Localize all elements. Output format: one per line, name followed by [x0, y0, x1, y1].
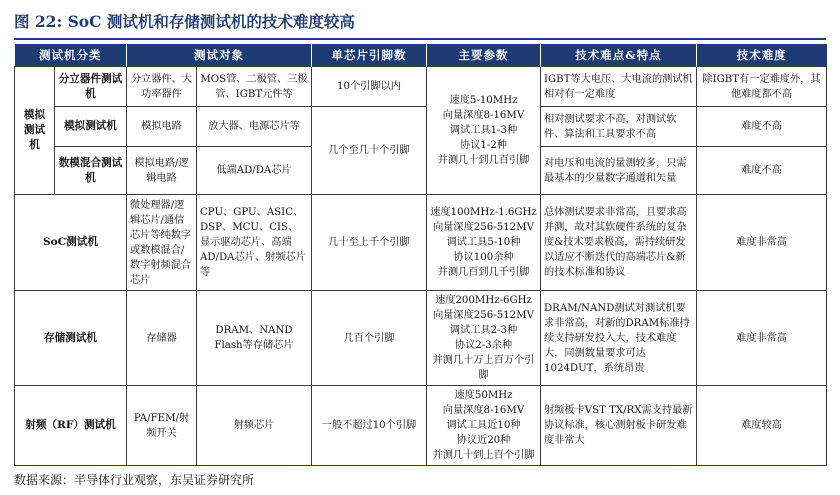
object-soc: 微处理器/逻辑芯片/通信芯片等纯数字或数模混合/数字射频混合芯片	[127, 195, 197, 291]
category-rf: 射频（RF）测试机	[15, 386, 127, 466]
pins-memory: 几百个引脚	[312, 291, 427, 386]
header-difficulty-points: 技术难点&特点	[541, 44, 697, 67]
table-row	[15, 67, 827, 107]
object-mixed: 模拟电路/逻辑电路	[127, 147, 197, 195]
pins-rf: 一般不超过10个引脚	[312, 386, 427, 466]
table-row	[15, 291, 827, 386]
level-memory: 难度非常高	[697, 291, 827, 386]
chip-mixed: 低端AD/DA芯片	[197, 147, 312, 195]
chip-analog: 放大器、电源芯片等	[197, 107, 312, 147]
chip-memory: DRAM、NAND Flash等存储芯片	[197, 291, 312, 386]
difficulty-points-discrete: IGBT等大电压、大电流的测试机相对有一定难度	[541, 67, 697, 107]
header-params: 主要参数	[427, 44, 541, 67]
category-soc: SoC测试机	[15, 195, 127, 291]
params-rf: 速度50MHz 向量深度8-16MV 调试工具近10种 协议近20种 并测几十到上百个引脚	[427, 386, 541, 466]
header-pins: 单芯片引脚数	[312, 44, 427, 67]
level-mixed: 难度不高	[697, 147, 827, 195]
difficulty-points-soc: 总体测试要求非常高，且要求高并测，故对其软硬件系统的复杂度&技术要求极高，需持续研发以适应不断迭代的高端芯片&新的技术标准和协议	[541, 195, 697, 291]
category-memory: 存储测试机	[15, 291, 127, 386]
chip-rf: 射频芯片	[197, 386, 312, 466]
top-rule	[14, 38, 826, 40]
difficulty-points-rf: 射频板卡VST TX/RX需支持最新协议标准，核心测射板卡研发难度非常大	[541, 386, 697, 466]
subcategory-analog: 模拟测试机	[55, 107, 127, 147]
table-row	[15, 107, 827, 147]
object-analog: 模拟电路	[127, 107, 197, 147]
params-soc: 速度100MHz-1.6GHz 向量深度256-512MV 调试工具5-10种 协议100余种 并测几百到几千引脚	[427, 195, 541, 291]
table-row	[15, 386, 827, 466]
object-discrete: 分立器件、大功率器件	[127, 67, 197, 107]
object-memory: 存储器	[127, 291, 197, 386]
category-analog: 模拟测试机	[15, 67, 55, 195]
params-memory: 速度200MHz-6GHz 向量深度256-512MV 调试工具2-3种 协议2-3余种 并测几十万上百万个引脚	[427, 291, 541, 386]
bottom-rule	[14, 465, 826, 466]
comparison-table	[14, 44, 827, 466]
difficulty-points-memory: DRAM/NAND测试对测试机要求非常高，对新的DRAM标准持续支持研发投入大，技术难度大，同测数量要求可达1024DUT，系统昂贵	[541, 291, 697, 386]
subcategory-discrete: 分立器件测试机	[55, 67, 127, 107]
table-row	[15, 195, 827, 291]
chip-discrete: MOS管、二极管、三极管、IGBT元件等	[197, 67, 312, 107]
pins-soc: 几十至上千个引脚	[312, 195, 427, 291]
header-category: 测试机分类	[15, 44, 127, 67]
header-difficulty-level: 技术难度	[697, 44, 827, 67]
header-row	[15, 44, 827, 67]
level-soc: 难度非常高	[697, 195, 827, 291]
pins-discrete: 10个引脚以内	[312, 67, 427, 107]
subcategory-mixed: 数模混合测试机	[55, 147, 127, 195]
params-analog: 速度5-10MHz 向量深度8-16MV 调试工具1-3种 协议1-2种 并测几十到几百引脚	[427, 67, 541, 195]
level-discrete: 除IGBT有一定难度外，其他难度都不高	[697, 67, 827, 107]
level-rf: 难度较高	[697, 386, 827, 466]
chip-soc: CPU、GPU、ASIC、DSP、MCU、CIS、显示驱动芯片、高端AD/DA芯片、射频芯片等	[197, 195, 312, 291]
difficulty-points-mixed: 对电压和电流的量测较多，只需最基本的少量数字通道和矢量	[541, 147, 697, 195]
object-rf: PA/FEM/射频开关	[127, 386, 197, 466]
difficulty-points-analog: 相对测试要求不高，对测试软件、算法和工具要求不高	[541, 107, 697, 147]
level-analog: 难度不高	[697, 107, 827, 147]
source-note: 数据来源：半导体行业观察，东吴证券研究所	[14, 473, 255, 487]
figure-title: 图 22: SoC 测试机和存储测试机的技术难度较高	[14, 12, 355, 31]
header-object: 测试对象	[127, 44, 312, 67]
pins-analog-shared: 几个至几十个引脚	[312, 107, 427, 195]
